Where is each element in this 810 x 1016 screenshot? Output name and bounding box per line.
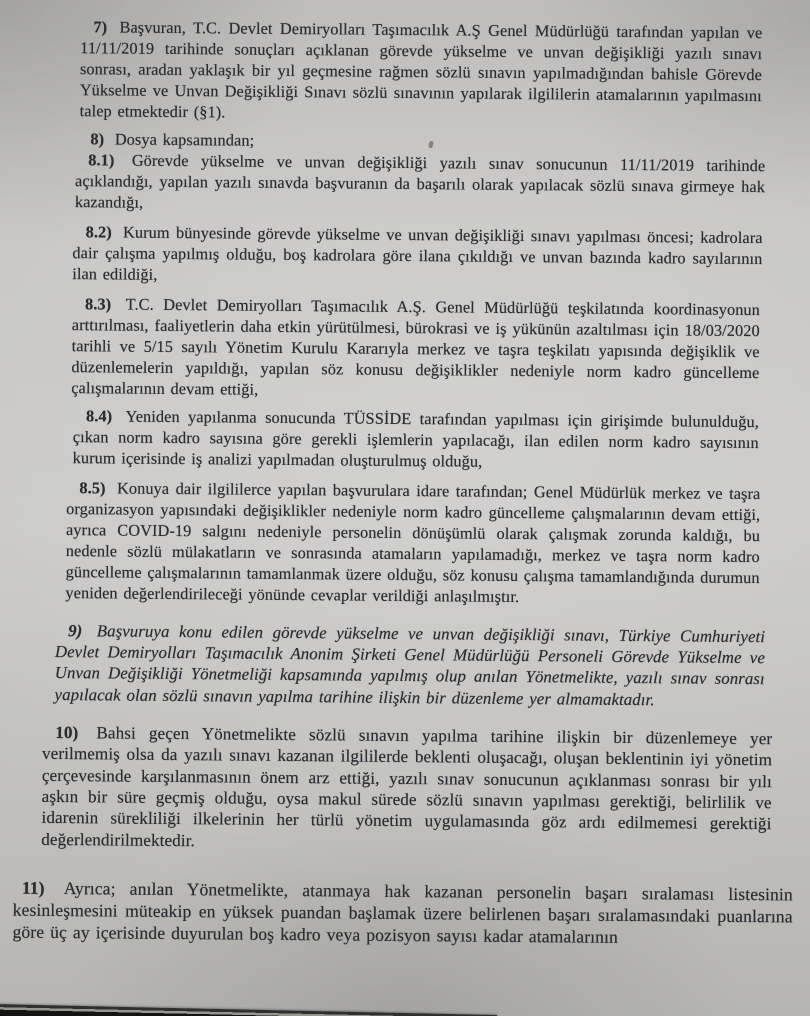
paragraph-number: 8.4) (85, 406, 121, 426)
paragraph-text: Dosya kapsamından; (114, 129, 255, 150)
paragraph-number: 10) (55, 722, 92, 743)
paragraph-text: Yeniden yapılanma sonucunda TÜSSİDE tarafından yapılması için girişimde bulunulduğu, çıkan norm kadro sayısına göre gerekli işlemlerin yapılacağı, ilan edilen norm kadro sayısının kurum içerisinde iş analizi yapılmadan oluşturulmuş olduğu, (72, 406, 760, 471)
paragraph (54, 620, 765, 711)
paragraph-text: Başvuran, T.C. Devlet Demiryolları Taşımacılık A.Ş Genel Müdürlüğü tarafından yapılan ve 11/11/2019 tarihinde sonuçları açıklanan görevde yükselme ve unvan değişikliği yazılı sınavı sonrası, aradan yaklaşık bir yıl geçmesine rağmen sözlü sınavın yapılmadığından bahisle Görevde Yükselme ve Unvan Değişikliği Sınavı sözlü sınavının yapılarak ilgililerin atamalarının yapılmasını talep etmektedir (§1). (79, 17, 763, 122)
paragraph-number: 11) (21, 877, 59, 899)
paragraph-number: 8.1) (88, 150, 127, 170)
paragraph (65, 477, 760, 609)
paragraph-number: 8) (90, 129, 110, 149)
paragraph-text: Kurum bünyesinde görevde yükselme ve unvan değişikliği sınavı yapılması öncesi; kadrolara dair çalışma yapılmış olduğu, boş kadrolara göre ilana çıkıldığı ve unvan bazında kadro sayılarının ilan edildiği, (72, 222, 763, 284)
paragraph-number: 8.3) (84, 294, 121, 314)
paragraph (71, 293, 760, 404)
paragraph-number: 8.5) (79, 478, 113, 498)
paragraph (80, 16, 763, 127)
paragraph (41, 722, 772, 857)
paragraph-text: T.C. Devlet Demiryolları Taşımacılık A.Ş. Genel Müdürlüğü teşkilatında koordinasyonun arttırılması, faaliyetlerin daha etkin yürütülmesi, bürokrasi ve iş yükünün azaltılması için 18/03/2020 tarihli ve 5/15 sayılı Yönetim Kurulu Kararıyla merkez ve taşra teşkilatı yapısında değişiklik ve düzenlemelerin yapıldığı, yapılan söz konusu değişiklikler nedeniyle norm kadro güncelleme çalışmalarının devam ettiği, (71, 294, 761, 399)
paragraph (75, 149, 766, 218)
paragraph-number: 9) (68, 621, 92, 641)
paragraph-text: Ayrıca; anılan Yönetmelikte, atanmaya hak kazanan personelin başarı sıralaması listesinin kesinleşmesini müteakip en yüksek puandan başlamak üzere belirlenen başarı sıralamasındaki puanlarına göre üç ay içerisinde duyurulan boş kadro veya pozisyon sayısı kadar atamalarının (12, 878, 793, 948)
paragraph-text: Başvuruya konu edilen görevde yükselme ve unvan değişikliği sınavı, Türkiye Cumhuriyeti Devlet Demiryolları Taşımacılık Anonim Şirketi Genel Müdürlüğü Personeli Görevde Yükselme ve Unvan Değişikliği Yönetmeliği kapsamında yapılmış olup anılan Yönetmelikte, yazılı sınav sonrası yapılacak olan sözlü sınavın yapılma tarihine ilişkin bir düzenleme yer almamaktadır. (54, 621, 766, 709)
paragraph (73, 405, 760, 474)
paragraph-number: 7) (93, 17, 115, 37)
paragraph (72, 221, 763, 290)
paragraph (12, 877, 793, 950)
paragraph-text: Görevde yükselme ve unvan değişikliği yazılı sınav sonucunun 11/11/2019 tarihinde açıklandığı, yapılan yazılı sınavda başvuranın da başarılı olarak yapılacak sözlü sınava girmeye hak kazandığı, (74, 150, 766, 212)
paragraph-text: Bahsi geçen Yönetmelikte sözlü sınavın yapılma tarihine ilişkin bir düzenlemeye yer verilmemiş olsa da yazılı sınavı kazanan ilgililerde beklenti oluşacağı, oluşan beklentinin iyi yönetim çerçevesinde karşılanmasının önem arz ettiği, yazılı sınav sonucunun açıklanması sonrası bir yılı aşkın bir süre geçmiş olduğu, oysa makul sürede sözlü sınavın yapılması gerektiği, belirlilik ve idarenin sürekliliği ilkelerinin her türlü yönetim uygulamasında göz ardı edilmemesi gerektiği değerlendirilmektedir. (41, 723, 773, 851)
paragraph-text: Konuya dair ilgililerce yapılan başvurulara idare tarafından; Genel Müdürlük merkez ve taşra organizasyon yapısındaki değişiklikler nedeniyle norm kadro güncelleme çalışmalarının devam ettiği, ayrıca COVID-19 salgını nedeniyle personelin dönüşümlü olarak çalışmak zorunda kaldığı, bu nedenle sözlü mülakatların ve sonrasında atamaların yapılamadığı, merkez ve taşra norm kadro güncelleme çalışmalarının tamamlanmak üzere olduğu, söz konusu çalışma tamamlandığında durumun yeniden değerlendirileceği yönünde cevaplar verildiği anlaşılmıştır. (65, 478, 761, 607)
paragraph-number: 8.2) (85, 222, 119, 242)
